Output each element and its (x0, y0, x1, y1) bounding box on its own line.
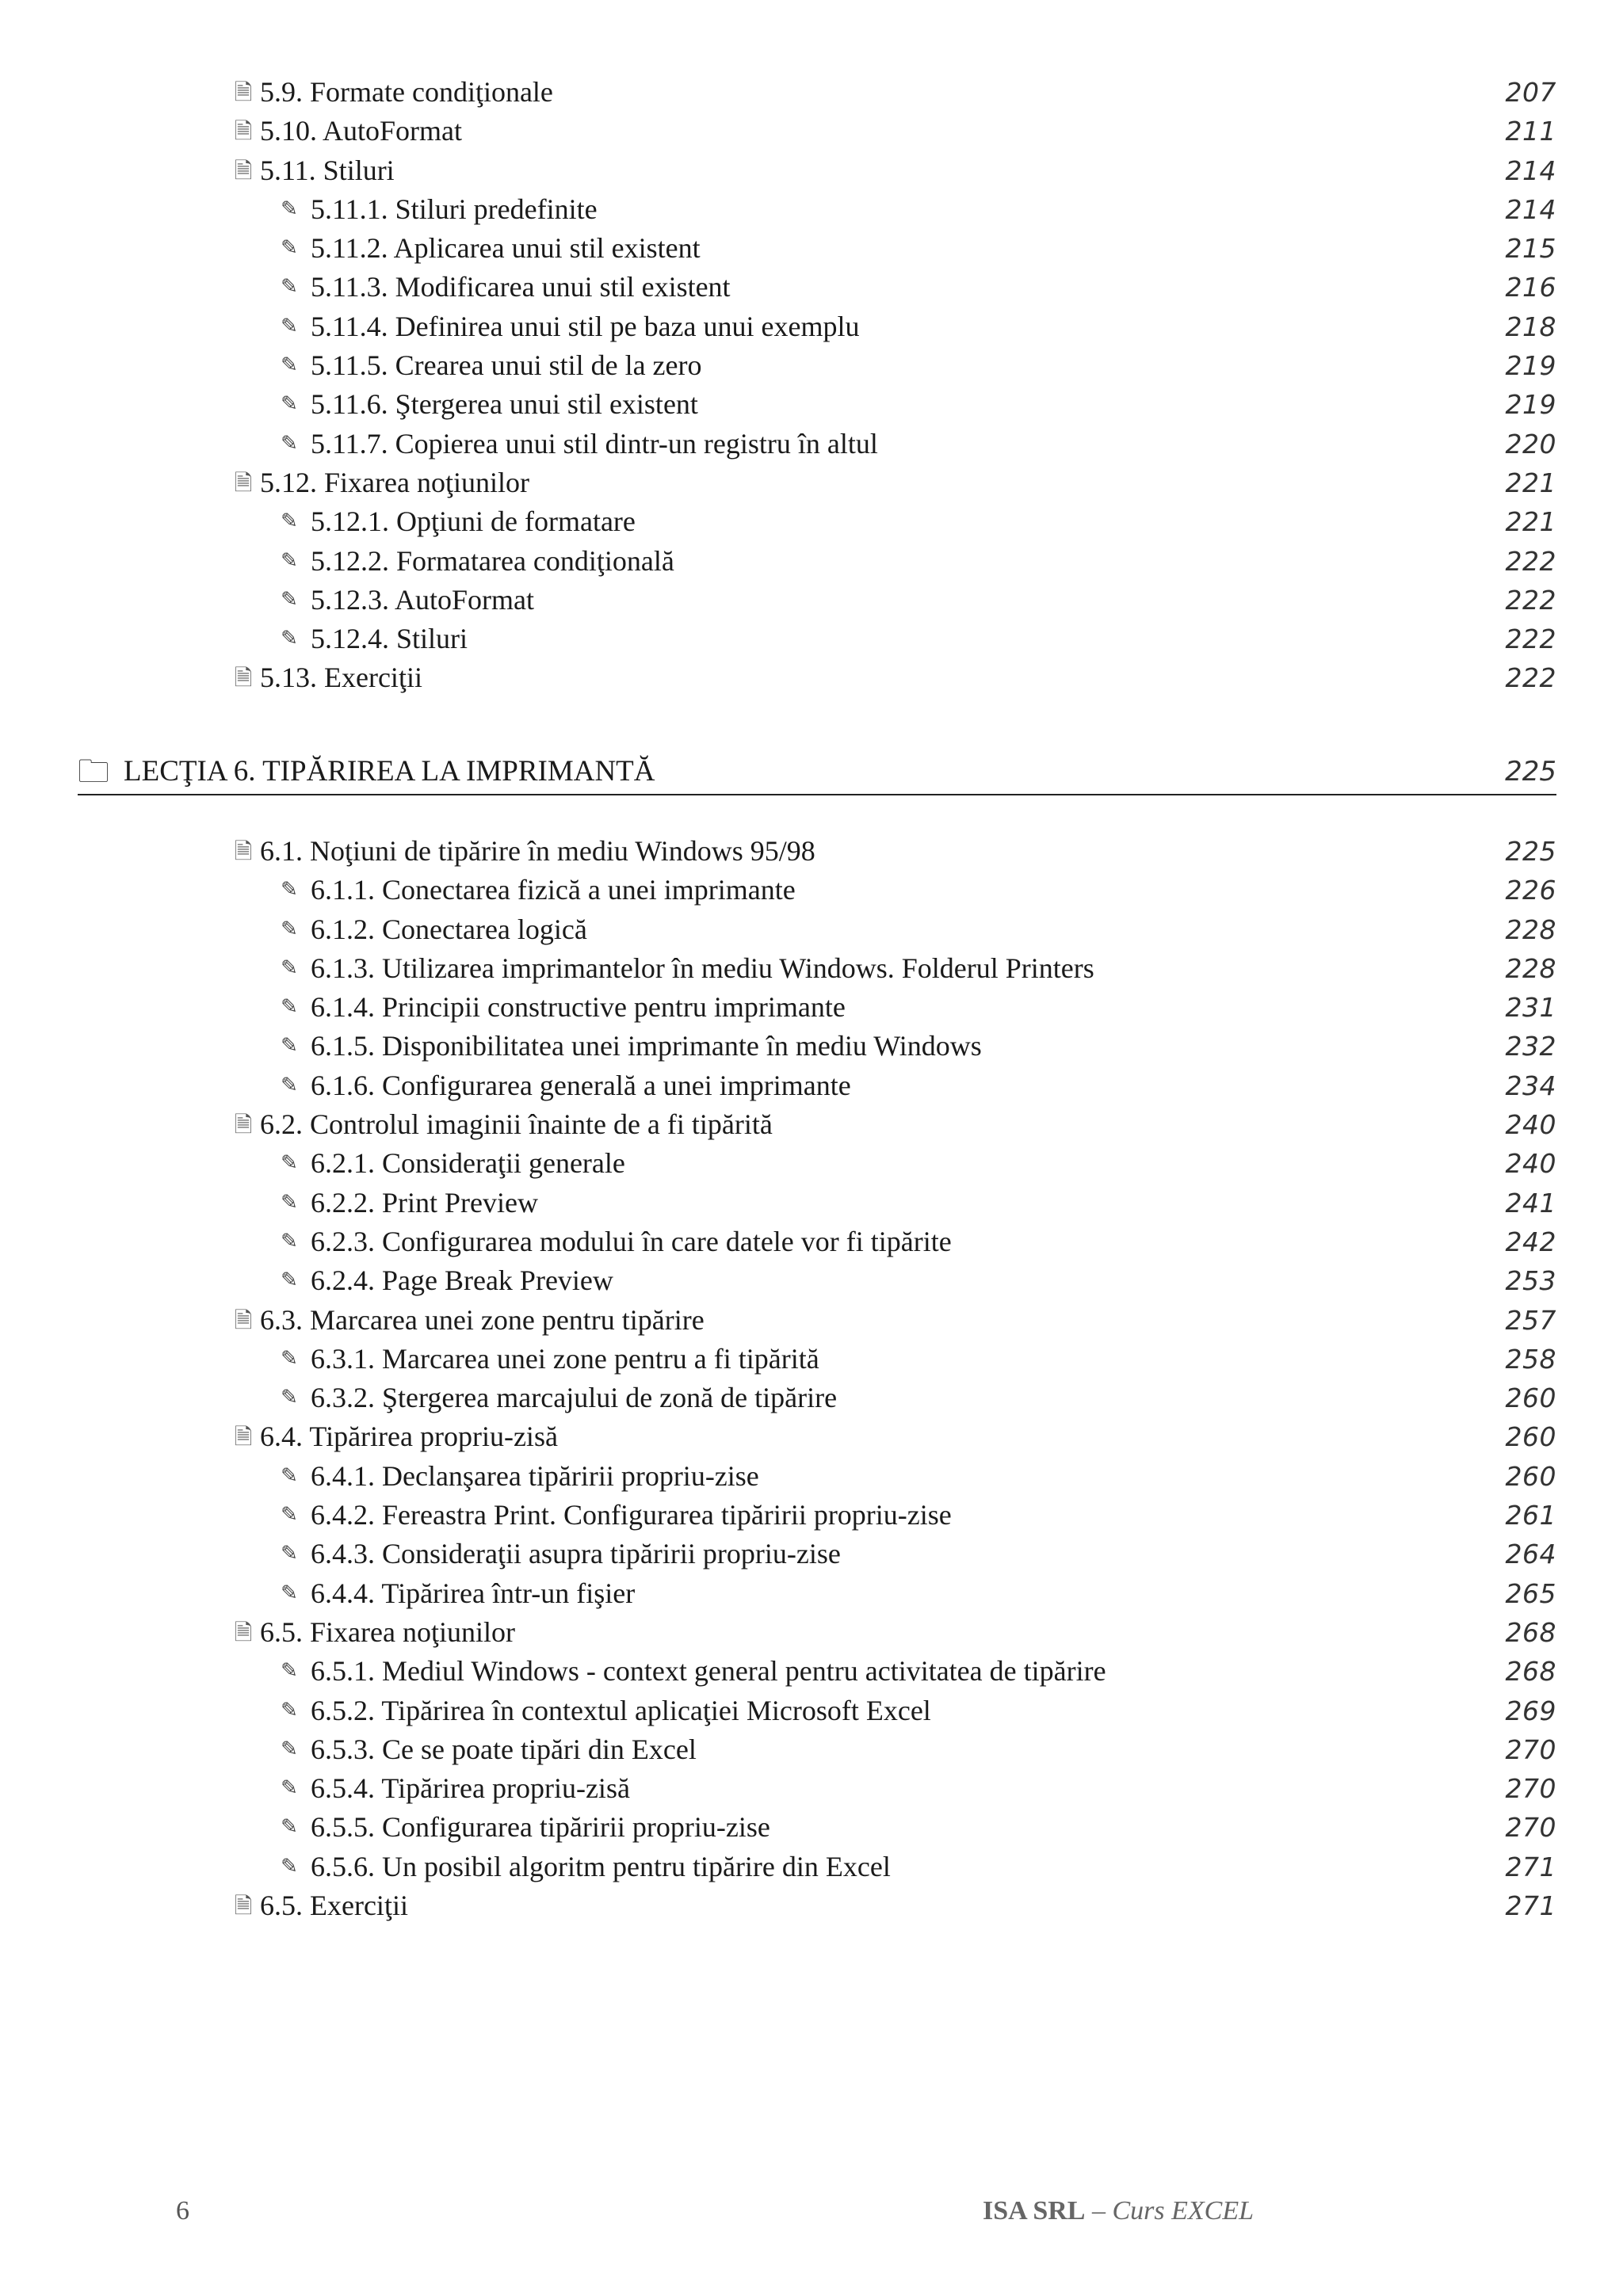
toc-subsection-entry[interactable] (0, 425, 1623, 463)
toc-subsection-entry[interactable] (0, 229, 1623, 268)
document-icon: 🗎 (234, 1306, 253, 1333)
pencil-icon: ✎ (281, 236, 298, 261)
toc-entry-page-number: 222 (1505, 584, 1556, 616)
toc-entry-page-number: 271 (1505, 1890, 1556, 1922)
toc-entry-title: 5.12. Fixarea noţiunilor (260, 466, 529, 498)
toc-entry-page-number: 218 (1505, 311, 1556, 342)
toc-entry-page-number: 240 (1505, 1109, 1556, 1141)
toc-entry-page-number: 258 (1505, 1343, 1556, 1375)
folder-icon: 🗀 (78, 753, 109, 790)
toc-entry-page-number: 260 (1505, 1383, 1556, 1414)
toc-entry-title: 6.3.2. Ştergerea marcajului de zonă de tipărire (311, 1382, 838, 1414)
toc-entry-page-number: 222 (1505, 545, 1556, 577)
toc-entry-title: 6.5.1. Mediul Windows - context general pentru activitatea de tipărire (311, 1655, 1106, 1688)
toc-subsection-entry[interactable] (0, 307, 1623, 346)
toc-subsection-entry[interactable] (0, 1535, 1623, 1573)
pencil-icon: ✎ (281, 1581, 298, 1605)
pencil-icon: ✎ (281, 1268, 298, 1293)
pencil-icon: ✎ (281, 1659, 298, 1684)
toc-subsection-entry[interactable] (0, 502, 1623, 541)
toc-entry-title: 6.4. Tipărirea propriu-zisă (260, 1421, 558, 1453)
pencil-icon: ✎ (281, 1737, 298, 1761)
toc-entry-title: 6.5.5. Configurarea tipăririi propriu-zise (311, 1811, 770, 1844)
toc-entry-title: 5.12.3. AutoFormat (311, 583, 535, 616)
pencil-icon: ✎ (281, 1190, 298, 1215)
toc-subsection-entry[interactable] (0, 1027, 1623, 1066)
toc-subsection-entry[interactable] (0, 1144, 1623, 1183)
toc-subsection-entry[interactable] (0, 1066, 1623, 1105)
toc-section-entry[interactable] (0, 1886, 1623, 1925)
toc-section-entry[interactable] (0, 1105, 1623, 1144)
toc-subsection-entry[interactable] (0, 620, 1623, 658)
toc-entry-title: 6.5.4. Tipărirea propriu-zisă (311, 1772, 630, 1805)
toc-entry-title: 5.12.2. Formatarea condiţională (311, 544, 674, 577)
toc-entry-title: 5.11. Stiluri (260, 154, 395, 186)
pencil-icon: ✎ (281, 1542, 298, 1566)
document-icon: 🗎 (234, 1893, 253, 1920)
pencil-icon: ✎ (281, 1503, 298, 1527)
toc-entry-title: 6.2.4. Page Break Preview (311, 1264, 613, 1297)
chapter-title: LECŢIA 6. TIPĂRIREA LA IMPRIMANTĂ (124, 755, 655, 788)
toc-section-entry[interactable] (0, 73, 1623, 112)
toc-section-lesson-6 (0, 832, 1623, 1925)
toc-subsection-entry[interactable] (0, 268, 1623, 307)
toc-subsection-entry[interactable] (0, 1769, 1623, 1808)
chapter-page-number: 225 (1505, 756, 1556, 788)
toc-entry-page-number: 226 (1505, 875, 1556, 906)
document-icon: 🗎 (234, 157, 253, 184)
toc-section-entry[interactable] (0, 658, 1623, 697)
toc-section-entry[interactable] (0, 1613, 1623, 1652)
toc-entry-title: 6.4.1. Declanşarea tipăririi propriu-zise (311, 1459, 759, 1492)
toc-entry-page-number: 270 (1505, 1812, 1556, 1844)
toc-entry-page-number: 268 (1505, 1656, 1556, 1688)
toc-entry-title: 5.11.4. Definirea unui stil pe baza unui exemplu (311, 310, 860, 342)
toc-entry-title: 5.10. AutoFormat (260, 115, 463, 147)
toc-entry-title: 5.9. Formate condiţionale (260, 76, 553, 108)
toc-entry-title: 5.11.7. Copierea unui stil dintr-un registru în altul (311, 427, 878, 460)
toc-section-lesson-5 (0, 73, 1623, 698)
toc-entry-title: 6.4.2. Fereastra Print. Configurarea tipăririi propriu-zise (311, 1499, 952, 1531)
toc-section-entry[interactable] (0, 463, 1623, 502)
pencil-icon: ✎ (281, 1151, 298, 1176)
footer-company: ISA SRL (983, 2196, 1086, 2225)
toc-entry-title: 5.12.4. Stiluri (311, 623, 468, 655)
toc-subsection-entry[interactable] (0, 190, 1623, 229)
toc-entry-page-number: 260 (1505, 1421, 1556, 1453)
toc-subsection-entry[interactable] (0, 581, 1623, 620)
toc-subsection-entry[interactable] (0, 949, 1623, 988)
toc-entry-title: 6.2.1. Consideraţii generale (311, 1147, 625, 1180)
toc-subsection-entry[interactable] (0, 1261, 1623, 1300)
document-icon: 🗎 (234, 1112, 253, 1138)
pencil-icon: ✎ (281, 1073, 298, 1097)
page-footer (0, 2191, 1623, 2231)
footer-brand (983, 2191, 1254, 2231)
toc-entry-page-number: 221 (1505, 467, 1556, 498)
toc-entry-page-number: 264 (1505, 1539, 1556, 1570)
toc-entry-page-number: 222 (1505, 624, 1556, 655)
toc-entry-page-number: 231 (1505, 992, 1556, 1024)
pencil-icon: ✎ (281, 917, 298, 941)
toc-entry-title: 6.4.3. Consideraţii asupra tipăririi propriu-zise (311, 1538, 841, 1570)
toc-entry-page-number: 253 (1505, 1265, 1556, 1297)
toc-entry-title: 6.5.6. Un posibil algoritm pentru tipărire din Excel (311, 1850, 891, 1882)
toc-subsection-entry[interactable] (0, 1379, 1623, 1417)
pencil-icon: ✎ (281, 1463, 298, 1488)
document-icon: 🗎 (234, 838, 253, 864)
toc-entry-title: 6.1.1. Conectarea fizică a unei imprimante (311, 874, 796, 906)
toc-entry-page-number: 228 (1505, 913, 1556, 945)
toc-entry-page-number: 241 (1505, 1187, 1556, 1219)
toc-entry-page-number: 215 (1505, 233, 1556, 265)
pencil-icon: ✎ (281, 1346, 298, 1371)
pencil-icon: ✎ (281, 1854, 298, 1878)
pencil-icon: ✎ (281, 1034, 298, 1058)
toc-entry-title: 5.11.1. Stiluri predefinite (311, 193, 598, 225)
toc-entry-title: 6.1.5. Disponibilitatea unei imprimante în mediu Windows (311, 1030, 982, 1062)
toc-entry-page-number: 214 (1505, 154, 1556, 186)
toc-entry-page-number: 270 (1505, 1773, 1556, 1805)
pencil-icon: ✎ (281, 392, 298, 417)
toc-entry-page-number: 261 (1505, 1500, 1556, 1531)
pencil-icon: ✎ (281, 196, 298, 221)
toc-subsection-entry[interactable] (0, 385, 1623, 424)
pencil-icon: ✎ (281, 1386, 298, 1410)
toc-subsection-entry[interactable] (0, 346, 1623, 385)
toc-subsection-entry[interactable] (0, 542, 1623, 581)
toc-subsection-entry[interactable] (0, 988, 1623, 1027)
toc-entry-title: 6.3. Marcarea unei zone pentru tipărire (260, 1303, 705, 1336)
pencil-icon: ✎ (281, 627, 298, 651)
toc-entry-title: 5.12.1. Opţiuni de formatare (311, 505, 636, 538)
pencil-icon: ✎ (281, 353, 298, 378)
toc-entry-page-number: 240 (1505, 1148, 1556, 1180)
pencil-icon: ✎ (281, 431, 298, 456)
pencil-icon: ✎ (281, 1815, 298, 1840)
toc-entry-title: 5.13. Exerciţii (260, 662, 422, 694)
toc-entry-title: 5.11.6. Ştergerea unui stil existent (311, 388, 698, 421)
toc-entry-page-number: 225 (1505, 836, 1556, 867)
toc-section-entry[interactable] (0, 832, 1623, 871)
pencil-icon: ✎ (281, 878, 298, 902)
toc-entry-page-number: 216 (1505, 272, 1556, 303)
toc-entry-page-number: 219 (1505, 350, 1556, 382)
toc-entry-title: 6.1. Noţiuni de tipărire în mediu Windows 95/98 (260, 835, 815, 867)
toc-section-entry[interactable] (0, 1417, 1623, 1456)
toc-entry-title: 5.11.3. Modificarea unui stil existent (311, 271, 731, 303)
toc-entry-title: 6.5.2. Tipărirea în contextul aplicaţiei Microsoft Excel (311, 1694, 931, 1726)
toc-entry-page-number: 234 (1505, 1070, 1556, 1101)
toc-subsection-entry[interactable] (0, 1808, 1623, 1847)
toc-section-entry[interactable] (0, 1301, 1623, 1340)
toc-entry-title: 6.5. Exerciţii (260, 1890, 408, 1922)
toc-entry-page-number: 220 (1505, 428, 1556, 460)
toc-subsection-entry[interactable] (0, 1340, 1623, 1379)
toc-subsection-entry[interactable] (0, 1457, 1623, 1496)
pencil-icon: ✎ (281, 314, 298, 338)
pencil-icon: ✎ (281, 548, 298, 573)
toc-entry-title: 5.11.5. Crearea unui stil de la zero (311, 349, 702, 382)
toc-entry-title: 6.2. Controlul imaginii înainte de a fi tipărită (260, 1108, 773, 1141)
document-icon: 🗎 (234, 1619, 253, 1646)
toc-entry-page-number: 270 (1505, 1733, 1556, 1765)
toc-entry-title: 6.1.4. Principii constructive pentru imprimante (311, 991, 846, 1024)
document-icon: 🗎 (234, 665, 253, 692)
toc-subsection-entry[interactable] (0, 871, 1623, 910)
toc-subsection-entry[interactable] (0, 1574, 1623, 1613)
toc-section-entry[interactable] (0, 151, 1623, 190)
toc-subsection-entry[interactable] (0, 1730, 1623, 1769)
document-icon: 🗎 (234, 469, 253, 496)
document-icon: 🗎 (234, 1424, 253, 1451)
chapter-heading[interactable] (78, 749, 1556, 795)
toc-entry-title: 6.1.2. Conectarea logică (311, 913, 587, 945)
toc-entry-page-number: 214 (1505, 193, 1556, 225)
pencil-icon: ✎ (281, 1229, 298, 1253)
toc-entry-title: 6.4.4. Tipărirea într-un fişier (311, 1577, 636, 1609)
toc-subsection-entry[interactable] (0, 1691, 1623, 1730)
toc-entry-title: 5.11.2. Aplicarea unui stil existent (311, 232, 701, 265)
toc-entry-page-number: 207 (1505, 77, 1556, 108)
document-icon: 🗎 (234, 118, 253, 145)
toc-entry-title: 6.5.3. Ce se poate tipări din Excel (311, 1733, 697, 1765)
toc-subsection-entry[interactable] (0, 1652, 1623, 1691)
toc-subsection-entry[interactable] (0, 910, 1623, 949)
toc-entry-title: 6.1.3. Utilizarea imprimantelor în mediu Windows. Folderul Printers (311, 952, 1094, 984)
toc-entry-page-number: 219 (1505, 389, 1556, 421)
toc-entry-page-number: 269 (1505, 1695, 1556, 1726)
footer-course: Curs EXCEL (1112, 2196, 1254, 2225)
toc-entry-page-number: 228 (1505, 952, 1556, 984)
pencil-icon: ✎ (281, 275, 298, 299)
document-icon: 🗎 (234, 79, 253, 105)
toc-entry-page-number: 211 (1505, 116, 1556, 147)
toc-entry-title: 6.2.3. Configurarea modului în care datele vor fi tipărite (311, 1225, 952, 1257)
toc-entry-title: 6.3.1. Marcarea unei zone pentru a fi tipărită (311, 1342, 819, 1375)
footer-separator: – (1085, 2196, 1113, 2225)
toc-section-entry[interactable] (0, 112, 1623, 151)
toc-entry-page-number: 221 (1505, 506, 1556, 538)
toc-entry-page-number: 242 (1505, 1226, 1556, 1257)
toc-subsection-entry[interactable] (0, 1848, 1623, 1886)
pencil-icon: ✎ (281, 955, 298, 980)
footer-page-number: 6 (176, 2196, 189, 2225)
toc-entry-page-number: 257 (1505, 1304, 1556, 1336)
toc-subsection-entry[interactable] (0, 1496, 1623, 1535)
toc-entry-page-number: 265 (1505, 1577, 1556, 1609)
toc-entry-title: 6.2.2. Print Preview (311, 1186, 538, 1219)
pencil-icon: ✎ (281, 995, 298, 1020)
toc-subsection-entry[interactable] (0, 1222, 1623, 1261)
toc-entry-page-number: 271 (1505, 1851, 1556, 1882)
toc-entry-title: 6.5. Fixarea noţiunilor (260, 1615, 515, 1648)
toc-entry-page-number: 222 (1505, 662, 1556, 694)
pencil-icon: ✎ (281, 1698, 298, 1722)
pencil-icon: ✎ (281, 587, 298, 612)
toc-entry-page-number: 268 (1505, 1616, 1556, 1648)
toc-entry-page-number: 232 (1505, 1031, 1556, 1062)
pencil-icon: ✎ (281, 509, 298, 534)
toc-entry-title: 6.1.6. Configurarea generală a unei imprimante (311, 1069, 851, 1101)
toc-entry-page-number: 260 (1505, 1460, 1556, 1492)
pencil-icon: ✎ (281, 1776, 298, 1801)
toc-subsection-entry[interactable] (0, 1184, 1623, 1222)
